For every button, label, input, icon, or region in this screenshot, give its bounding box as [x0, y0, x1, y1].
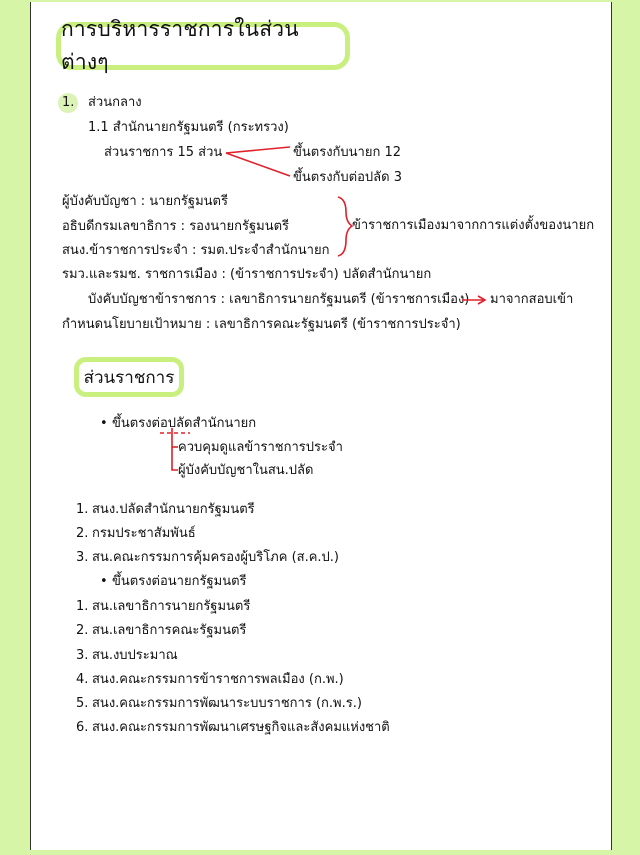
- commander-line: บังคับบัญชาข้าราชการ : เลขาธิการนายกรัฐมนตรี (ข้าราชการเมือง): [88, 292, 470, 307]
- official-line: ผู้บังคับบัญชา : นายกรัฐมนตรี: [62, 194, 228, 209]
- bullet: •: [100, 416, 108, 431]
- units-count: ส่วนราชการ 15 ส่วน: [104, 145, 223, 160]
- list-number: 2.: [76, 526, 89, 541]
- group1-note: ควบคุมดูแลข้าราชการประจำ: [178, 440, 343, 455]
- list-item: สน.งบประมาณ: [92, 648, 178, 663]
- section2-heading: ส่วนราชการ: [83, 367, 175, 388]
- officials-note: ข้าราชการเมืองมาจากการแต่งตั้งของนายก: [352, 218, 595, 233]
- official-line: อธิบดีกรมเลขาธิการ : รองนายกรัฐมนตรี: [62, 219, 290, 234]
- list-number: 1.: [76, 502, 89, 517]
- section1-heading: ส่วนกลาง: [88, 95, 142, 110]
- list-number: 6.: [76, 720, 89, 735]
- group1-title: ขึ้นตรงต่อปลัดสำนักนายก: [112, 416, 257, 431]
- list-number: 3.: [76, 550, 89, 565]
- branch-line-bottom: [226, 153, 290, 176]
- list-item: กรมประชาสัมพันธ์: [92, 526, 196, 541]
- page-title: การบริหารราชการในส่วนต่างๆ: [61, 17, 299, 74]
- official-line: สนง.ข้าราชการประจำ : รมต.ประจำสำนักนายก: [62, 243, 330, 258]
- list-item: สนง.ปลัดสำนักนายกรัฐมนตรี: [92, 502, 255, 517]
- bullet: •: [100, 574, 108, 589]
- group1-note: ผู้บังคับบัญชาในสน.ปลัด: [178, 463, 314, 478]
- commander-note: มาจากสอบเข้า: [490, 292, 574, 307]
- section1-number: 1.: [62, 95, 75, 110]
- section1-subheading: 1.1 สำนักนายกรัฐมนตรี (กระทรวง): [88, 120, 289, 135]
- list-number: 4.: [76, 672, 89, 687]
- list-item: สน.เลขาธิการนายกรัฐมนตรี: [92, 599, 251, 614]
- list-item: สนง.คณะกรรมการพัฒนาเศรษฐกิจและสังคมแห่งชาติ: [92, 720, 390, 735]
- list-number: 2.: [76, 623, 89, 638]
- note-bracket: [172, 428, 178, 470]
- list-item: สน.คณะกรรมการคุ้มครองผู้บริโภค (ส.ค.ป.): [92, 550, 340, 565]
- branch-line-top: [226, 147, 290, 153]
- list-number: 1.: [76, 599, 89, 614]
- branch-direct-pm: ขึ้นตรงกับนายก 12: [293, 145, 402, 160]
- list-number: 3.: [76, 648, 89, 663]
- branch-direct-secretary: ขึ้นตรงกับต่อปลัด 3: [293, 170, 402, 185]
- list-item: สนง.คณะกรรมการพัฒนาระบบราชการ (ก.พ.ร.): [92, 696, 362, 711]
- minister-line: รมว.และรมช. ราชการเมือง : (ข้าราชการประจำ) ปลัดสำนักนายก: [62, 267, 432, 282]
- list-number: 5.: [76, 696, 89, 711]
- list-item: สนง.คณะกรรมการข้าราชการพลเมือง (ก.พ.): [92, 672, 344, 687]
- policy-line: กำหนดนโยบายเป้าหมาย : เลขาธิการคณะรัฐมนตรี (ข้าราชการประจำ): [62, 317, 461, 332]
- list-item: สน.เลขาธิการคณะรัฐมนตรี: [92, 623, 247, 638]
- group2-title: ขึ้นตรงต่อนายกรัฐมนตรี: [112, 574, 247, 589]
- officials-brace: [338, 197, 352, 256]
